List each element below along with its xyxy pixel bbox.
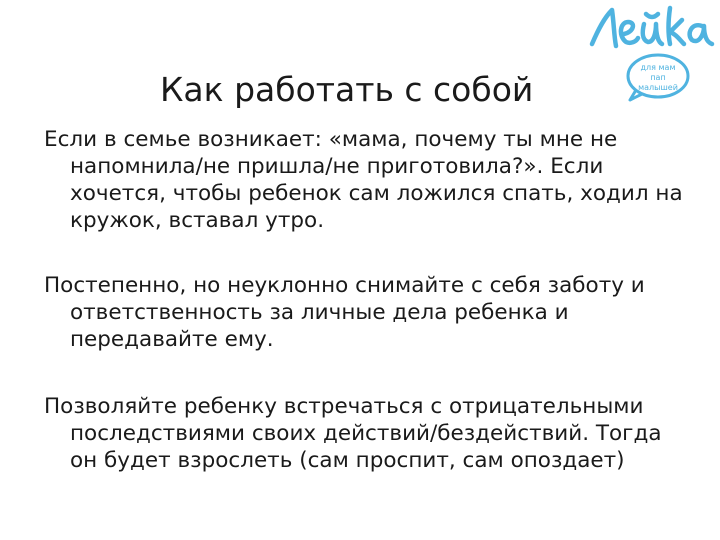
slide-body bbox=[44, 126, 694, 514]
paragraph-1: Если в семье возникает: «мама, почему ты мне не напомнила/не пришла/не приготовила?». Если хочется, чтобы ребенок сам ложился спать, ходил на кружок, вставал утро. bbox=[44, 127, 683, 233]
paragraph-2: Постепенно, но неуклонно снимайте с себя заботу и ответственность за личные дела ребенка и передавайте ему. bbox=[44, 273, 645, 352]
logo-badge bbox=[628, 55, 688, 100]
logo-badge-line3: малышей bbox=[638, 83, 678, 92]
leika-logo bbox=[578, 0, 720, 104]
logo-graphic bbox=[578, 0, 720, 104]
paragraph-3: Позволяйте ребенку встречаться с отрицательными последствиями своих действий/бездействий. Тогда он будет взрослеть (сам проспит, сам опоздает) bbox=[44, 394, 662, 473]
logo-badge-line1: для мам bbox=[640, 63, 676, 72]
slide-title: Как работать с собой bbox=[160, 70, 534, 110]
logo-badge-line2: пап bbox=[650, 73, 666, 82]
